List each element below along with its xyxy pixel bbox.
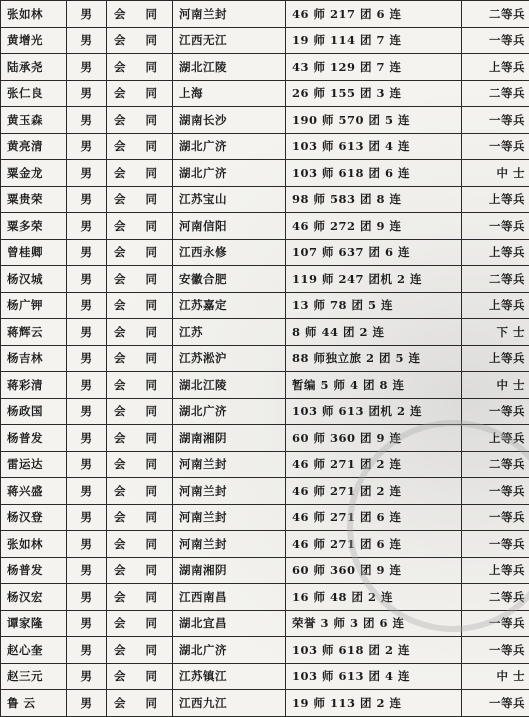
cell-name: 雷运达 <box>1 451 67 478</box>
cell-rank: 上等兵 <box>462 345 529 372</box>
cell-district: 会 同 <box>107 690 173 717</box>
table-row <box>1 504 529 531</box>
cell-gender: 男 <box>67 663 107 690</box>
cell-name: 黄增光 <box>1 27 67 54</box>
cell-district: 会 同 <box>107 239 173 266</box>
cell-rank: 二等兵 <box>462 1 529 28</box>
table-row <box>1 345 529 372</box>
cell-rank: 一等兵 <box>462 107 529 134</box>
table-row <box>1 186 529 213</box>
table-row <box>1 292 529 319</box>
cell-rank: 上等兵 <box>462 292 529 319</box>
cell-native-place: 河南兰封 <box>173 531 286 558</box>
cell-district: 会 同 <box>107 160 173 187</box>
cell-district: 会 同 <box>107 451 173 478</box>
table-row <box>1 451 529 478</box>
cell-native-place: 江西九江 <box>173 690 286 717</box>
cell-native-place: 湖北宜昌 <box>173 610 286 637</box>
cell-native-place: 江苏淞沪 <box>173 345 286 372</box>
table-row <box>1 160 529 187</box>
cell-unit: 46 师 271 团 2 连 <box>286 451 462 478</box>
cell-district: 会 同 <box>107 345 173 372</box>
table-row <box>1 372 529 399</box>
cell-unit: 88 师独立旅 2 团 5 连 <box>286 345 462 372</box>
cell-native-place: 河南兰封 <box>173 451 286 478</box>
cell-name: 陆承尧 <box>1 54 67 81</box>
cell-native-place: 河南兰封 <box>173 478 286 505</box>
cell-native-place: 江西无江 <box>173 27 286 54</box>
cell-unit: 暂编 5 师 4 团 8 连 <box>286 372 462 399</box>
cell-rank: 上等兵 <box>462 425 529 452</box>
cell-gender: 男 <box>67 292 107 319</box>
table-row <box>1 27 529 54</box>
cell-district: 会 同 <box>107 107 173 134</box>
cell-unit: 98 师 583 团 8 连 <box>286 186 462 213</box>
cell-unit: 103 师 613 团 4 连 <box>286 133 462 160</box>
cell-district: 会 同 <box>107 319 173 346</box>
cell-name: 张仁良 <box>1 80 67 107</box>
table-row <box>1 663 529 690</box>
cell-unit: 103 师 618 团 2 连 <box>286 637 462 664</box>
cell-district: 会 同 <box>107 610 173 637</box>
cell-district: 会 同 <box>107 186 173 213</box>
cell-gender: 男 <box>67 160 107 187</box>
cell-unit: 13 师 78 团 5 连 <box>286 292 462 319</box>
cell-district: 会 同 <box>107 531 173 558</box>
cell-native-place: 湖北广济 <box>173 398 286 425</box>
table-row <box>1 425 529 452</box>
cell-native-place: 江西南昌 <box>173 584 286 611</box>
cell-district: 会 同 <box>107 54 173 81</box>
cell-rank: 上等兵 <box>462 239 529 266</box>
cell-native-place: 湖北江陵 <box>173 372 286 399</box>
cell-district: 会 同 <box>107 1 173 28</box>
cell-district: 会 同 <box>107 557 173 584</box>
cell-native-place: 安徽合肥 <box>173 266 286 293</box>
cell-district: 会 同 <box>107 398 173 425</box>
cell-native-place: 湖北江陵 <box>173 54 286 81</box>
table-row <box>1 133 529 160</box>
table-row <box>1 557 529 584</box>
table-row <box>1 54 529 81</box>
cell-rank: 下 士 <box>462 319 529 346</box>
cell-name: 赵三元 <box>1 663 67 690</box>
cell-native-place: 湖北广济 <box>173 637 286 664</box>
table-row <box>1 213 529 240</box>
cell-unit: 46 师 272 团 9 连 <box>286 213 462 240</box>
cell-gender: 男 <box>67 531 107 558</box>
cell-native-place: 江苏镇江 <box>173 663 286 690</box>
cell-gender: 男 <box>67 239 107 266</box>
cell-rank: 一等兵 <box>462 133 529 160</box>
cell-gender: 男 <box>67 319 107 346</box>
cell-native-place: 江苏宝山 <box>173 186 286 213</box>
cell-name: 杨普发 <box>1 557 67 584</box>
cell-rank: 一等兵 <box>462 531 529 558</box>
cell-rank: 二等兵 <box>462 266 529 293</box>
cell-name: 黄亮清 <box>1 133 67 160</box>
cell-native-place: 江苏 <box>173 319 286 346</box>
cell-name: 黄玉森 <box>1 107 67 134</box>
cell-rank: 一等兵 <box>462 478 529 505</box>
cell-gender: 男 <box>67 478 107 505</box>
table-row <box>1 478 529 505</box>
cell-unit: 16 师 48 团 2 连 <box>286 584 462 611</box>
cell-unit: 119 师 247 团机 2 连 <box>286 266 462 293</box>
cell-native-place: 湖南湘阴 <box>173 557 286 584</box>
cell-unit: 190 师 570 团 5 连 <box>286 107 462 134</box>
cell-rank: 一等兵 <box>462 504 529 531</box>
cell-district: 会 同 <box>107 478 173 505</box>
cell-name: 杨汉城 <box>1 266 67 293</box>
cell-district: 会 同 <box>107 213 173 240</box>
cell-name: 鲁 云 <box>1 690 67 717</box>
cell-unit: 46 师 217 团 6 连 <box>286 1 462 28</box>
cell-name: 蒋彩清 <box>1 372 67 399</box>
cell-unit: 荣誉 3 师 3 团 6 连 <box>286 610 462 637</box>
cell-gender: 男 <box>67 584 107 611</box>
cell-gender: 男 <box>67 504 107 531</box>
cell-gender: 男 <box>67 610 107 637</box>
table-row <box>1 266 529 293</box>
cell-rank: 上等兵 <box>462 557 529 584</box>
cell-native-place: 河南兰封 <box>173 504 286 531</box>
table-row <box>1 584 529 611</box>
roster-body <box>1 1 529 717</box>
cell-native-place: 湖北广济 <box>173 160 286 187</box>
cell-district: 会 同 <box>107 425 173 452</box>
cell-district: 会 同 <box>107 584 173 611</box>
cell-gender: 男 <box>67 266 107 293</box>
cell-native-place: 湖北广济 <box>173 133 286 160</box>
cell-gender: 男 <box>67 372 107 399</box>
cell-rank: 二等兵 <box>462 584 529 611</box>
cell-gender: 男 <box>67 107 107 134</box>
cell-rank: 一等兵 <box>462 398 529 425</box>
cell-native-place: 江西永修 <box>173 239 286 266</box>
cell-rank: 上等兵 <box>462 54 529 81</box>
cell-name: 杨汉登 <box>1 504 67 531</box>
cell-gender: 男 <box>67 133 107 160</box>
cell-unit: 60 师 360 团 9 连 <box>286 425 462 452</box>
cell-name: 张如林 <box>1 531 67 558</box>
cell-district: 会 同 <box>107 133 173 160</box>
table-row <box>1 690 529 717</box>
cell-native-place: 江苏嘉定 <box>173 292 286 319</box>
table-row <box>1 107 529 134</box>
cell-gender: 男 <box>67 398 107 425</box>
cell-district: 会 同 <box>107 663 173 690</box>
cell-unit: 46 师 271 团 2 连 <box>286 478 462 505</box>
cell-unit: 103 师 613 团机 2 连 <box>286 398 462 425</box>
cell-gender: 男 <box>67 27 107 54</box>
cell-name: 赵心奎 <box>1 637 67 664</box>
cell-rank: 二等兵 <box>462 80 529 107</box>
cell-district: 会 同 <box>107 504 173 531</box>
table-row <box>1 637 529 664</box>
cell-unit: 46 师 271 团 6 连 <box>286 504 462 531</box>
cell-rank: 二等兵 <box>462 451 529 478</box>
cell-native-place: 河南兰封 <box>173 1 286 28</box>
cell-gender: 男 <box>67 345 107 372</box>
table-row <box>1 1 529 28</box>
cell-gender: 男 <box>67 54 107 81</box>
table-row <box>1 610 529 637</box>
cell-rank: 中 士 <box>462 160 529 187</box>
cell-unit: 46 师 271 团 6 连 <box>286 531 462 558</box>
cell-district: 会 同 <box>107 27 173 54</box>
cell-name: 蒋兴盛 <box>1 478 67 505</box>
cell-gender: 男 <box>67 637 107 664</box>
cell-unit: 26 师 155 团 3 连 <box>286 80 462 107</box>
cell-name: 杨政国 <box>1 398 67 425</box>
cell-name: 蒋辉云 <box>1 319 67 346</box>
cell-name: 杨汉宏 <box>1 584 67 611</box>
cell-name: 杨吉林 <box>1 345 67 372</box>
cell-gender: 男 <box>67 425 107 452</box>
cell-native-place: 湖南长沙 <box>173 107 286 134</box>
cell-district: 会 同 <box>107 292 173 319</box>
cell-name: 谭家隆 <box>1 610 67 637</box>
cell-gender: 男 <box>67 451 107 478</box>
cell-gender: 男 <box>67 1 107 28</box>
cell-district: 会 同 <box>107 637 173 664</box>
cell-rank: 一等兵 <box>462 27 529 54</box>
cell-gender: 男 <box>67 690 107 717</box>
cell-unit: 103 师 618 团 6 连 <box>286 160 462 187</box>
cell-name: 曾桂卿 <box>1 239 67 266</box>
cell-district: 会 同 <box>107 372 173 399</box>
cell-gender: 男 <box>67 186 107 213</box>
table-row <box>1 239 529 266</box>
cell-unit: 103 师 613 团 4 连 <box>286 663 462 690</box>
cell-unit: 19 师 114 团 7 连 <box>286 27 462 54</box>
cell-unit: 19 师 113 团 2 连 <box>286 690 462 717</box>
cell-name: 张如林 <box>1 1 67 28</box>
cell-name: 粟贵荣 <box>1 186 67 213</box>
cell-unit: 8 师 44 团 2 连 <box>286 319 462 346</box>
cell-name: 粟多荣 <box>1 213 67 240</box>
table-row <box>1 531 529 558</box>
cell-rank: 一等兵 <box>462 610 529 637</box>
cell-district: 会 同 <box>107 80 173 107</box>
cell-unit: 107 师 637 团 6 连 <box>286 239 462 266</box>
cell-district: 会 同 <box>107 266 173 293</box>
cell-native-place: 上海 <box>173 80 286 107</box>
cell-rank: 上等兵 <box>462 186 529 213</box>
cell-rank: 一等兵 <box>462 637 529 664</box>
cell-gender: 男 <box>67 80 107 107</box>
cell-name: 粟金龙 <box>1 160 67 187</box>
table-row <box>1 80 529 107</box>
cell-name: 杨广钾 <box>1 292 67 319</box>
cell-gender: 男 <box>67 213 107 240</box>
cell-native-place: 河南信阳 <box>173 213 286 240</box>
cell-name: 杨普发 <box>1 425 67 452</box>
cell-rank: 中 士 <box>462 372 529 399</box>
cell-unit: 60 师 360 团 9 连 <box>286 557 462 584</box>
cell-rank: 中 士 <box>462 663 529 690</box>
cell-gender: 男 <box>67 557 107 584</box>
table-row <box>1 319 529 346</box>
cell-rank: 一等兵 <box>462 690 529 717</box>
cell-native-place: 湖南湘阴 <box>173 425 286 452</box>
table-row <box>1 398 529 425</box>
cell-rank: 一等兵 <box>462 213 529 240</box>
cell-unit: 43 师 129 团 7 连 <box>286 54 462 81</box>
